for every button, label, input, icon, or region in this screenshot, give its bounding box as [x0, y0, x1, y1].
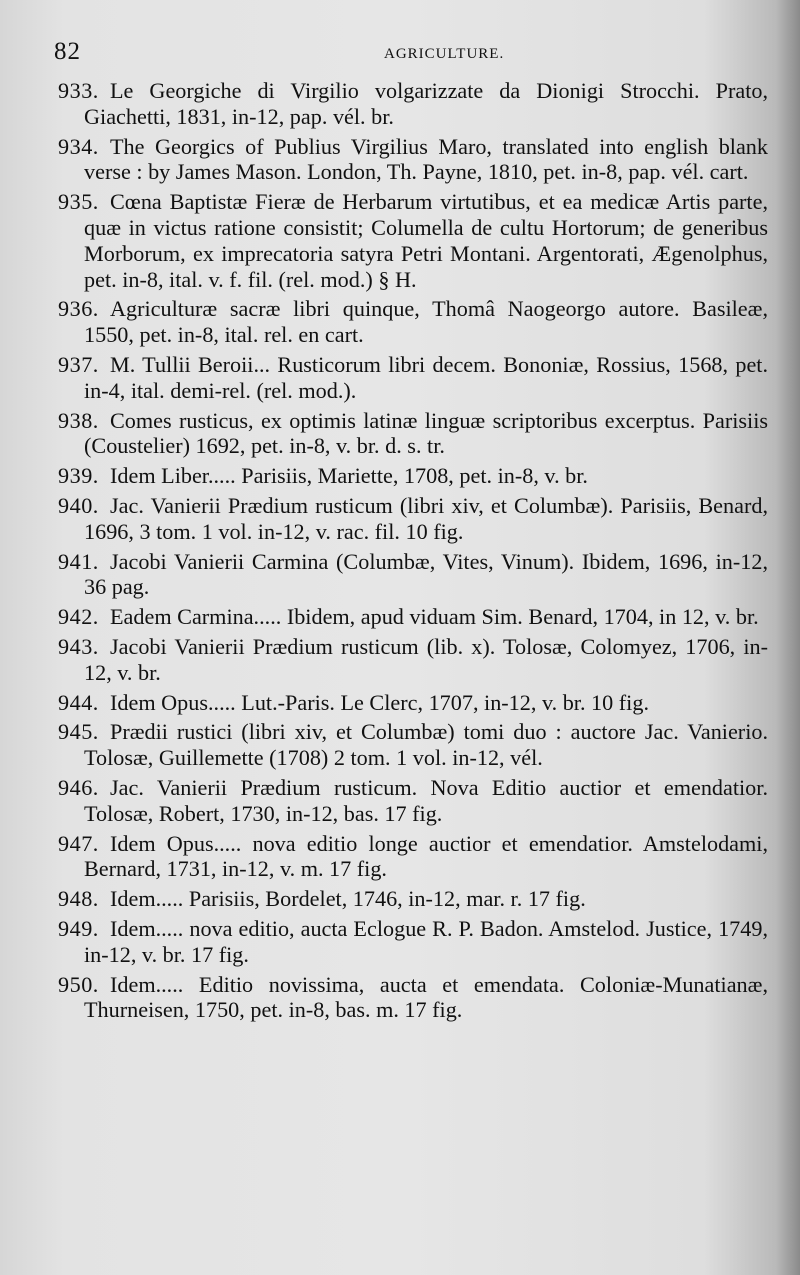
entry-number: 935. [58, 189, 99, 215]
entry-text: Idem Liber..... Parisiis, Mariette, 1708, pet. in-8, v. br. [110, 463, 588, 489]
entry-text: Jac. Vanierii Prædium rusticum. Nova Editio auctior et emendatior. Tolosæ, Robert, 1730, in-12, bas. 17 fig. [84, 774, 768, 826]
entry-text: The Georgics of Publius Virgilius Maro, translated into english blank verse : by James Mason. London, Th. Payne, 1810, pet. in-8, pap. vél. cart. [84, 133, 768, 185]
entry-text: Eadem Carmina..... Ibidem, apud viduam Sim. Benard, 1704, in 12, v. br. [110, 604, 759, 630]
entry-text: Le Georgiche di Virgilio volgarizzate da Dionigi Strocchi. Prato, Giachetti, 1831, in-12, pap. vél. br. [84, 78, 768, 129]
entry-text: Idem..... Parisiis, Bordelet, 1746, in-12, mar. r. 17 fig. [110, 886, 586, 912]
catalog-entry [58, 916, 768, 968]
entry-text: Jacobi Vanierii Carmina (Columbæ, Vites, Vinum). Ibidem, 1696, in-12, 36 pag. [84, 548, 768, 600]
catalog-entry [58, 831, 768, 883]
entry-text: Idem Opus..... Lut.-Paris. Le Clerc, 1707, in-12, v. br. 10 fig. [110, 689, 649, 715]
entry-number: 933. [58, 78, 99, 103]
page-header [54, 38, 770, 74]
entry-text: Idem Opus..... nova editio longe auctior et emendatior. Amstelodami, Bernard, 1731, in-12, v. m. 17 fig. [84, 830, 768, 882]
entry-number: 942. [58, 604, 99, 630]
entry-number: 941. [58, 548, 99, 574]
catalog-entry [58, 296, 768, 348]
entry-number: 945. [58, 719, 99, 745]
catalog-entries [58, 78, 768, 1027]
catalog-entry [58, 690, 768, 716]
catalog-entry [58, 719, 768, 771]
catalog-entry [58, 493, 768, 545]
catalog-entry [58, 775, 768, 827]
catalog-entry [58, 972, 768, 1024]
entry-number: 940. [58, 492, 99, 518]
catalog-entry [58, 604, 768, 630]
entry-text: Agriculturæ sacræ libri quinque, Thomâ Naogeorgo autore. Basileæ, 1550, pet. in-8, ital. rel. en cart. [84, 296, 768, 348]
entry-number: 938. [58, 407, 99, 433]
catalog-entry [58, 134, 768, 186]
entry-text: Idem..... Editio novissima, aucta et emendata. Coloniæ-Munatianæ, Thurneisen, 1750, pet. in-8, bas. m. 17 fig. [84, 971, 768, 1023]
entry-number: 939. [58, 463, 99, 489]
entry-number: 936. [58, 296, 99, 322]
entry-number: 949. [58, 915, 99, 941]
entry-text: Prædii rustici (libri xiv, et Columbæ) tomi duo : auctore Jac. Vanierio. Tolosæ, Guillemette (1708) 2 tom. 1 vol. in-12, vél. [84, 719, 768, 771]
entry-text: Jacobi Vanierii Prædium rusticum (lib. x). Tolosæ, Colomyez, 1706, in-12, v. br. [84, 633, 768, 685]
entry-text: Cœna Baptistæ Fieræ de Herbarum virtutibus, et ea medicæ Artis parte, quæ in victus ratione consistit; Columella de cultu Hortorum; de generibus Morborum, ex imprecatoria satyra Petri Montani. Argentorati, Ægenolphus, pet. in-8, ital. v. f. fil. (rel. mod.) § H. [84, 189, 768, 292]
entry-number: 948. [58, 886, 99, 912]
catalog-entry [58, 408, 768, 460]
entry-text: Idem..... nova editio, aucta Eclogue R. P. Badon. Amstelod. Justice, 1749, in-12, v. br. 17 fig. [84, 915, 768, 967]
page-number: 82 [54, 38, 81, 65]
entry-number: 943. [58, 633, 99, 659]
catalog-entry [58, 549, 768, 601]
entry-text: Comes rusticus, ex optimis latinæ linguæ scriptoribus excerptus. Parisiis (Coustelier) 1692, pet. in-8, v. br. d. s. tr. [84, 407, 768, 459]
entry-text: Jac. Vanierii Prædium rusticum (libri xiv, et Columbæ). Parisiis, Benard, 1696, 3 tom. 1 vol. in-12, v. rac. fil. 10 fig. [84, 492, 768, 544]
catalog-entry [58, 886, 768, 912]
catalog-entry [58, 189, 768, 292]
running-title: AGRICULTURE. [384, 46, 505, 62]
catalog-entry [58, 463, 768, 489]
entry-number: 947. [58, 830, 99, 856]
entry-number: 934. [58, 133, 99, 159]
entry-number: 950. [58, 971, 99, 997]
catalog-entry [58, 634, 768, 686]
entry-text: M. Tullii Beroii... Rusticorum libri decem. Bononiæ, Rossius, 1568, pet. in-4, ital. demi-rel. (rel. mod.). [84, 351, 768, 403]
entry-number: 944. [58, 689, 99, 715]
catalog-entry [58, 78, 768, 130]
catalog-entry [58, 352, 768, 404]
entry-number: 937. [58, 351, 99, 377]
entry-number: 946. [58, 774, 99, 800]
